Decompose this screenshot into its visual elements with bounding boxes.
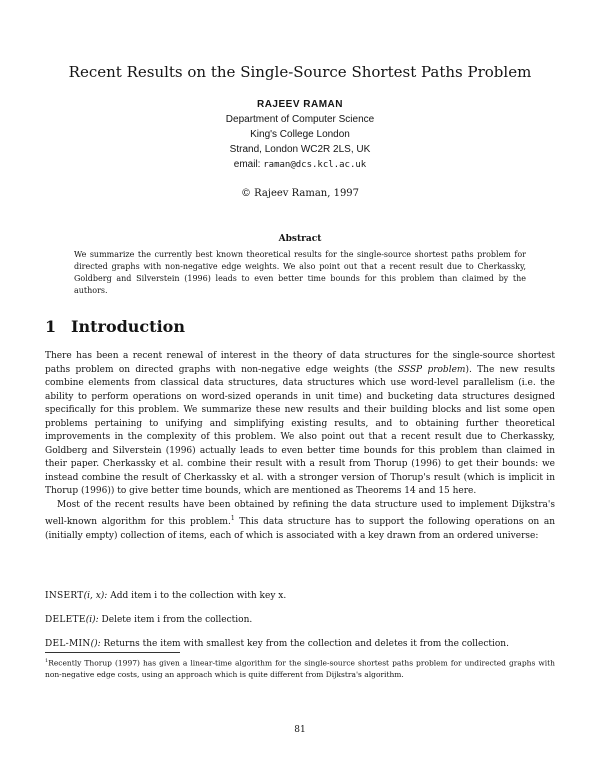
operation-args: (i, x):: [83, 591, 108, 601]
copyright-notice: © Rajeev Raman, 1997: [240, 188, 360, 199]
intro-paragraph-1: [45, 350, 555, 499]
operation-name: DEL-MIN: [45, 639, 91, 649]
section-number: 1: [45, 317, 57, 336]
operation-args: (i):: [85, 615, 99, 625]
abstract-text: We summarize the currently best known theoretical results for the single-source shortest paths problem for directed graphs with non-negative edge weights. We also point out that a recent result due to Cherkassky, Goldberg and Silverstein (1996) leads to even better time bounds for this problem than claimed by the authors.: [74, 250, 526, 295]
footnote-reference: 1: [230, 515, 235, 522]
author-department: Department of Computer Science: [225, 114, 375, 125]
author-institution: King's College London: [250, 129, 350, 140]
intro-paragraph-2: [45, 499, 555, 544]
intro-p2-part-b: This data structure has to support the following operations on an (initially empty) collection of items, each of which is associated with a key drawn from an ordered universe:: [45, 517, 555, 541]
author-email-line: [100, 157, 500, 173]
page-number: 81: [294, 725, 306, 735]
section-title: Introduction: [71, 317, 185, 336]
operation-item: [45, 590, 555, 614]
author-block: [100, 97, 500, 173]
footnote: [45, 656, 555, 680]
author-address: Strand, London WC2R 2LS, UK: [229, 144, 371, 155]
footnote-mark: 1: [45, 658, 49, 664]
operation-args: ():: [90, 639, 101, 649]
intro-p1-part-a: There has been a recent renewal of interest in the theory of data structures for the single-source shortest paths problem on directed graphs with non-negative edge weights (the: [45, 351, 555, 375]
operation-description: Returns the item with smallest key from the collection and deletes it from the collection.: [103, 639, 509, 649]
sssp-term: SSSP problem: [397, 364, 466, 375]
footnote-divider: [45, 652, 180, 653]
intro-p2-part-a: Most of the recent results have been obtained by refining the data structure used to implement Dijkstra's well-known algorithm for this problem.: [45, 499, 555, 527]
section-heading: [45, 316, 185, 338]
operation-description: Delete item i from the collection.: [101, 615, 253, 625]
operation-description: Add item i to the collection with key x.: [110, 591, 287, 601]
paper-title: Recent Results on the Single-Source Shortest Paths Problem: [68, 63, 532, 81]
author-name: RAJEEV RAMAN: [256, 99, 343, 110]
operation-name: INSERT: [45, 591, 84, 601]
intro-body: [45, 350, 555, 543]
operation-name: DELETE: [45, 615, 86, 625]
operation-item: [45, 614, 555, 638]
email-label: email:: [233, 159, 261, 170]
intro-p1-part-b: ). The new results combine elements from classical data structures, data structures which use word-level parallelism (i.e. the ability to perform operations on word-sized operands in unit time) and bucketing data structures designed specifically for this problem. We summarize these new results and their building blocks and list some open problems pertaining to unifying and simplifying existing results, and to obtaining further theoretical improvements in the complexity of this problem. We also point out that a recent result due to Cherkassky, Goldberg and Silverstein (1996) actually leads to even better time bounds for this problem than claimed in their paper. Cherkassky et al. combine their result with a result from Thorup (1996) to get their bounds: we instead combine the result of Cherkassky et al. with a stronger version of Thorup's result (which is implicit in Thorup (1996)) to give better time bounds, which are mentioned as Theorems 14 and 15 here.: [45, 364, 555, 496]
abstract-heading: Abstract: [278, 234, 322, 244]
footnote-text: Recently Thorup (1997) has given a linear-time algorithm for the single-source shortest paths problem for undirected graphs with non-negative edge costs, using an approach which is quite different from Dijkstra's algorithm.: [45, 658, 555, 679]
author-email: raman@dcs.kcl.ac.uk: [263, 160, 367, 170]
